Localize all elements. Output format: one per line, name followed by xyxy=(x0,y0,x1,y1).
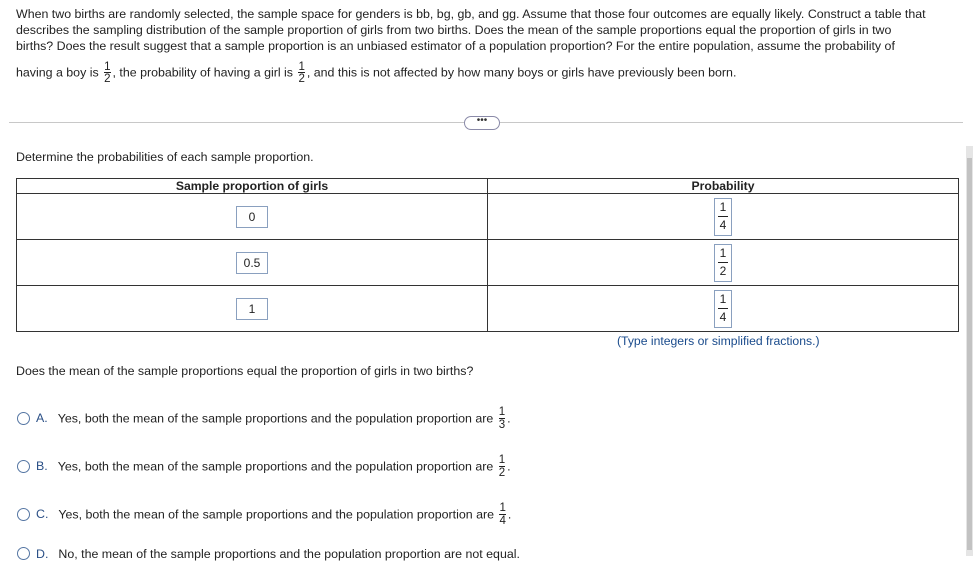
probability-cell xyxy=(488,286,959,332)
fraction-denominator: 3 xyxy=(498,419,506,431)
option-text: No, the mean of the sample proportions and the population proportion are not equal. xyxy=(58,547,520,561)
option-text: Yes, both the mean of the sample proportions and the population proportion are xyxy=(58,507,494,522)
fraction-denominator: 2 xyxy=(298,73,305,85)
probability-denominator: 4 xyxy=(719,310,727,324)
probability-input[interactable] xyxy=(714,290,732,328)
fraction-numerator: 1 xyxy=(499,502,506,514)
problem-line-4 xyxy=(16,62,736,84)
probability-cell xyxy=(488,194,959,240)
question-text: Does the mean of the sample proportions equal the proportion of girls in two births? xyxy=(16,364,474,378)
option-letter: D. xyxy=(36,547,49,561)
proportion-cell xyxy=(17,286,488,332)
col-header-probability: Probability xyxy=(488,179,959,194)
option-fraction xyxy=(499,455,505,479)
problem-line-4-c: , and this is not affected by how many boys or girls have previously been born. xyxy=(306,65,737,80)
radio-button[interactable] xyxy=(17,547,30,560)
problem-line-2: describes the sampling distribution of the sample proportion of girls from two births. Does the mean of the sample proportions equal the proportion of girls in two xyxy=(16,23,892,38)
option-text: Yes, both the mean of the sample proportions and the population proportion are xyxy=(57,459,494,474)
option-b[interactable]: B. Yes, both the mean of the sample proportions and the population proportion are $\frac{1}{2}$ . xyxy=(17,455,511,479)
fraction-numerator: 1 xyxy=(298,61,305,73)
problem-line-4-a: having a boy is xyxy=(16,65,99,80)
option-letter: A. xyxy=(36,411,48,426)
fraction-numerator: 1 xyxy=(104,61,111,73)
probability-numerator: 1 xyxy=(719,200,727,214)
fraction-denominator: 2 xyxy=(498,467,506,479)
fraction-numerator: 1 xyxy=(498,406,506,418)
problem-line-4-b: , the probability of having a girl is xyxy=(112,65,293,80)
option-fraction xyxy=(499,407,505,431)
problem-line-1: When two births are randomly selected, the sample space for genders is bb, bg, gb, and gg. Assume that those four outcomes are equally likely. Construct a table that xyxy=(16,7,926,21)
table-row xyxy=(17,194,959,240)
proportion-cell xyxy=(17,240,488,286)
option-fraction xyxy=(499,503,505,527)
radio-button[interactable] xyxy=(17,412,30,425)
scrollbar-thumb[interactable] xyxy=(967,158,972,550)
option-d[interactable] xyxy=(17,547,520,561)
probability-denominator: 4 xyxy=(719,218,727,232)
table-row xyxy=(17,240,959,286)
answer-hint: (Type integers or simplified fractions.) xyxy=(617,334,820,348)
fraction-numerator: 1 xyxy=(498,454,506,466)
radio-button[interactable] xyxy=(17,460,30,473)
option-a[interactable]: A. Yes, both the mean of the sample proportions and the population proportion are $\frac{1}{3}$ . xyxy=(17,407,511,431)
probability-numerator: 1 xyxy=(719,292,727,306)
fraction-denominator: 4 xyxy=(499,515,506,527)
option-c[interactable]: C. Yes, both the mean of the sample proportions and the population proportion are $\frac{1}{4}$ . xyxy=(17,503,511,527)
girl-probability-fraction xyxy=(298,62,304,84)
option-letter: B. xyxy=(36,459,48,474)
more-button[interactable]: ••• xyxy=(464,116,500,130)
proportion-input[interactable]: 0.5 xyxy=(236,252,268,274)
table-header-row xyxy=(17,179,959,194)
probability-input[interactable] xyxy=(714,244,732,282)
table-row xyxy=(17,286,959,332)
distribution-table xyxy=(16,178,959,332)
proportion-input[interactable]: 1 xyxy=(236,298,268,320)
col-header-proportion: Sample proportion of girls xyxy=(17,179,488,194)
proportion-cell xyxy=(17,194,488,240)
problem-statement xyxy=(16,6,972,55)
problem-line-3: births? Does the result suggest that a sample proportion is an unbiased estimator of a population proportion? For the entire population, assume the probability of xyxy=(16,39,895,54)
fraction-denominator: 2 xyxy=(104,73,111,85)
instruction-text: Determine the probabilities of each sample proportion. xyxy=(16,150,314,164)
proportion-input[interactable]: 0 xyxy=(236,206,268,228)
boy-probability-fraction xyxy=(104,62,110,84)
probability-denominator: 2 xyxy=(719,264,727,278)
radio-button[interactable] xyxy=(17,508,30,521)
probability-numerator: 1 xyxy=(719,246,727,260)
option-text: Yes, both the mean of the sample proportions and the population proportion are xyxy=(57,411,494,426)
option-letter: C. xyxy=(36,507,49,522)
probability-cell xyxy=(488,240,959,286)
probability-input[interactable] xyxy=(714,198,732,236)
